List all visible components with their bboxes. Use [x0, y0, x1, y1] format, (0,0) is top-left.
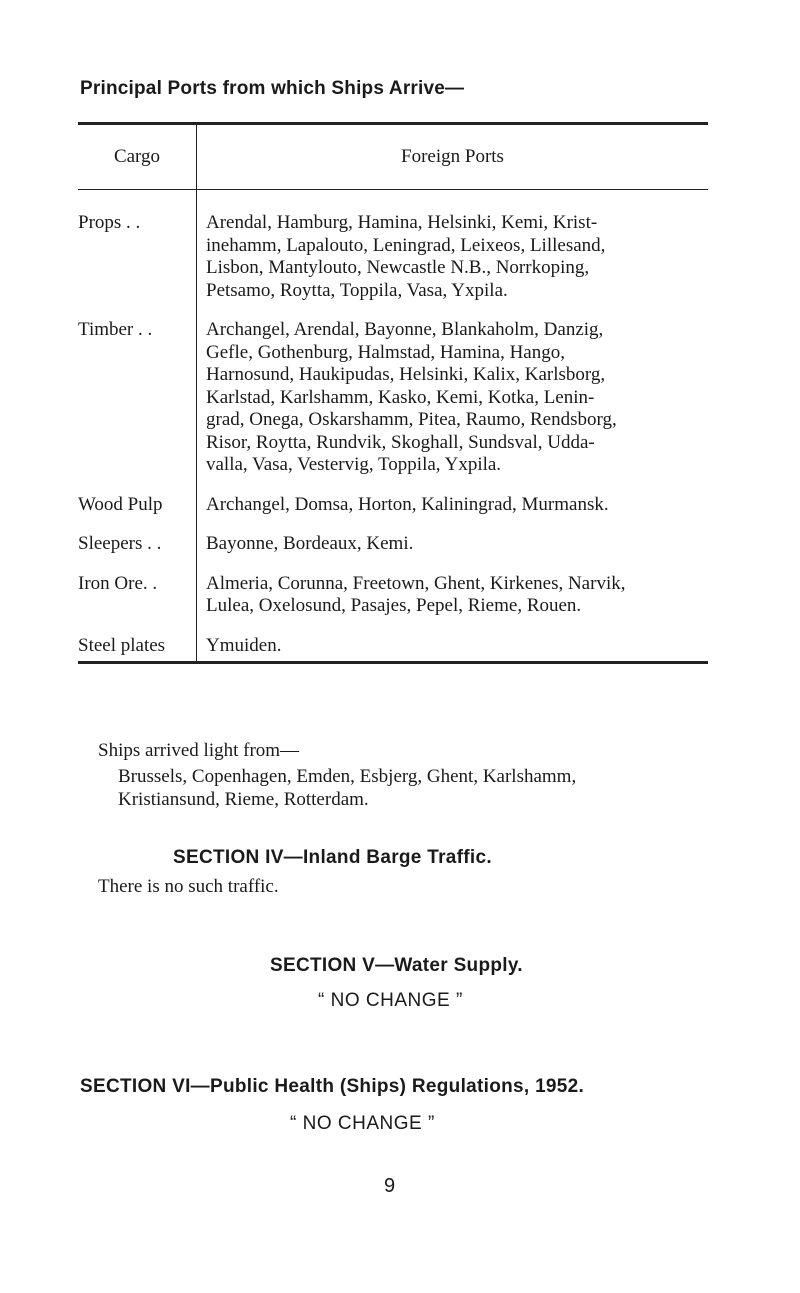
table-row — [78, 516, 708, 556]
ports-cell — [197, 302, 709, 477]
foreign-ports-column-header: Foreign Ports — [197, 124, 709, 190]
ports-line: Petsamo, Roytta, Toppila, Vasa, Yxpila. — [206, 279, 508, 301]
ports-line: grad, Onega, Oskarshamm, Pitea, Raumo, Rendsborg, — [206, 409, 617, 430]
ports-line: Lisbon, Mantylouto, Newcastle N.B., Norrkoping, — [206, 257, 590, 278]
ports-cell — [197, 190, 709, 303]
page-heading: Principal Ports from which Ships Arrive— — [80, 78, 465, 99]
cargo-cell: Timber . . — [78, 302, 197, 477]
ports-line: Karlstad, Karlshamm, Kasko, Kemi, Kotka, Lenin- — [206, 386, 595, 408]
table-header-row — [78, 124, 708, 190]
ports-line: Bayonne, Bordeaux, Kemi. — [206, 533, 414, 554]
section-4-body: There is no such traffic. — [98, 876, 279, 897]
cargo-cell: Props . . — [78, 190, 197, 303]
ports-cell — [197, 618, 709, 663]
table-row — [78, 618, 708, 663]
ports-line: Gefle, Gothenburg, Halmstad, Hamina, Hango, — [206, 341, 565, 363]
table-row — [78, 190, 708, 303]
ports-line: Risor, Roytta, Rundvik, Skoghall, Sundsval, Udda- — [206, 431, 595, 453]
page-number: 9 — [384, 1175, 396, 1197]
section-6-title: SECTION VI—Public Health (Ships) Regulations, 1952. — [80, 1076, 585, 1097]
light-ships-intro: Ships arrived light from— — [98, 740, 300, 761]
ports-line: Arendal, Hamburg, Hamina, Helsinki, Kemi, Krist- — [206, 212, 598, 233]
light-ships-line: Kristiansund, Rieme, Rotterdam. — [118, 788, 369, 810]
ports-table — [78, 122, 708, 664]
ports-cell — [197, 477, 709, 517]
section-6-body: “ NO CHANGE ” — [290, 1113, 435, 1134]
ports-line: Lulea, Oxelosund, Pasajes, Pepel, Rieme, Rouen. — [206, 595, 582, 616]
section-5-body: “ NO CHANGE ” — [318, 990, 463, 1011]
ports-line: Almeria, Corunna, Freetown, Ghent, Kirkenes, Narvik, — [206, 572, 626, 594]
cargo-cell: Steel plates — [78, 618, 197, 663]
cargo-cell: Wood Pulp — [78, 477, 197, 517]
ports-line: Harnosund, Haukipudas, Helsinki, Kalix, Karlsborg, — [206, 364, 606, 385]
table-row — [78, 302, 708, 477]
cargo-cell: Sleepers . . — [78, 516, 197, 556]
table-row — [78, 477, 708, 517]
table-row — [78, 556, 708, 618]
ports-cell — [197, 516, 709, 556]
cargo-cell: Iron Ore. . — [78, 556, 197, 618]
ports-line: Archangel, Domsa, Horton, Kaliningrad, Murmansk. — [206, 493, 609, 515]
light-ships-line: Brussels, Copenhagen, Emden, Esbjerg, Ghent, Karlshamm, — [118, 766, 577, 787]
ports-line: Archangel, Arendal, Bayonne, Blankaholm, Danzig, — [206, 319, 604, 340]
ports-line: Ymuiden. — [206, 634, 282, 656]
section-4-title: SECTION IV—Inland Barge Traffic. — [173, 847, 492, 868]
cargo-column-header: Cargo — [78, 124, 197, 190]
ports-line: valla, Vasa, Vestervig, Toppila, Yxpila. — [206, 454, 502, 475]
light-ships-ports — [118, 766, 728, 811]
section-5-title: SECTION V—Water Supply. — [270, 955, 523, 976]
ports-cell — [197, 556, 709, 618]
ports-line: inehamm, Lapalouto, Leningrad, Leixeos, Lillesand, — [206, 234, 606, 256]
